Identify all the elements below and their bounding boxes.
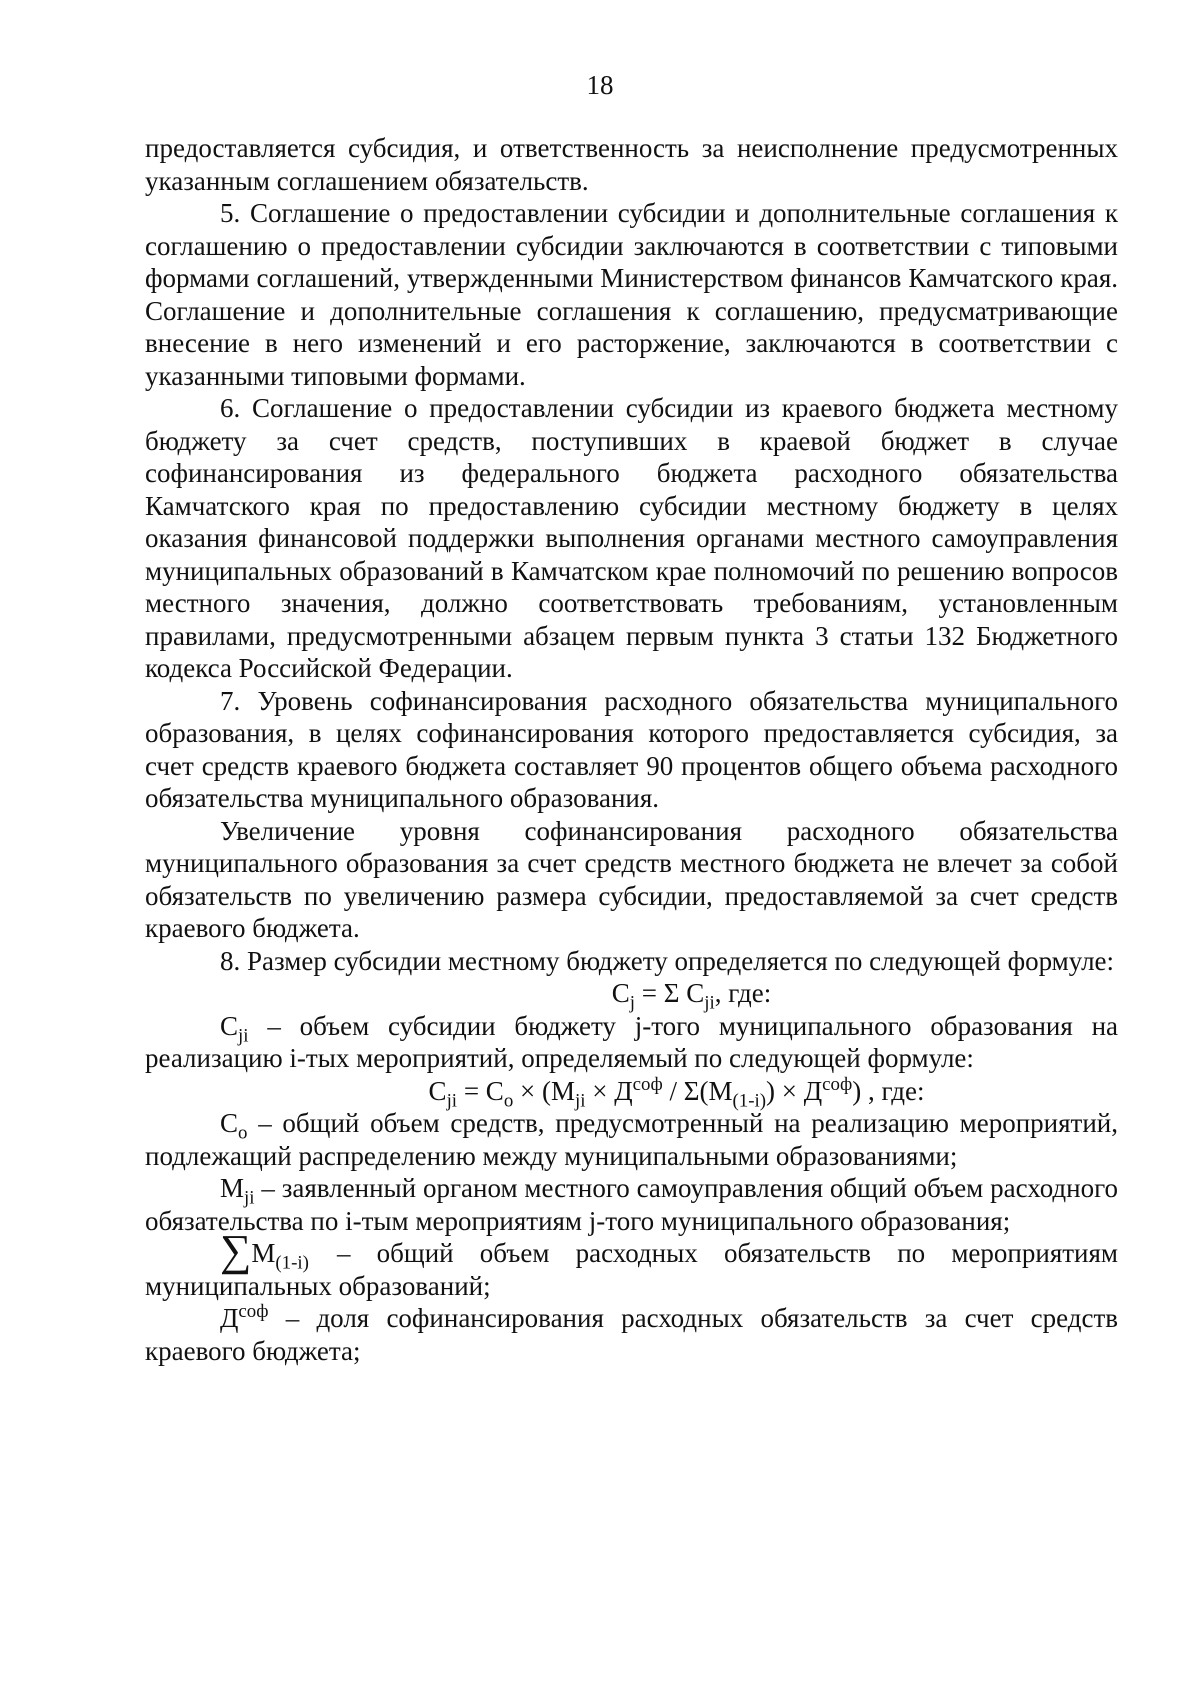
document-body xyxy=(145,132,1118,1367)
definition-sum-m: $\sum M_{(1-i)}$ – общий объем расходных обязательств по мероприятиям муниципальных образований; xyxy=(145,1226,1118,1301)
sum-sign: ∑ xyxy=(220,1226,252,1275)
definition-co: $C_o$ – общий объем средств, предусмотренный на реализацию мероприятий, подлежащий распределению между муниципальными образованиями; xyxy=(145,1108,1118,1171)
paragraph-7-increase: Увеличение уровня софинансирования расходного обязательства муниципального образования за счет средств местного бюджета не влечет за собой обязательств по увеличению размера субсидии, предоставляемой за счет средств краевого бюджета. xyxy=(145,815,1118,943)
definition-cji: $C_{ji}$ – объем субсидии бюджету j-того муниципального образования на реализацию i-тых мероприятий, определяемый по следующей формуле: xyxy=(145,1010,1118,1073)
definition-mji: $M_{ji}$ – заявленный органом местного самоуправления общий объем расходного обязательства по i-тым мероприятиям j-того муниципального образования; xyxy=(145,1173,1118,1236)
formula-cj: $C_j = \Sigma$ $C_{ji}$, где: xyxy=(611,978,772,1014)
formula-cji: $C_{ji} = C_o \times (M_{ji} \times Д^{соф} / \Sigma(M_{(1-i)}) \times Д^{соф})$ , где: xyxy=(428,1073,925,1111)
paragraph-7: 7. Уровень софинансирования расходного обязательства муниципального образования, в целях софинансирования которого предоставляется субсидия, за счет средств краевого бюджета составляет 90 процентов общего объема расходного обязательства муниципального образования. xyxy=(145,685,1118,813)
page-number: 18 xyxy=(586,70,614,100)
paragraph-continuation: предоставляется субсидия, и ответственность за неисполнение предусмотренных указанным соглашением обязательств. xyxy=(145,133,1118,196)
paragraph-8: 8. Размер субсидии местному бюджету определяется по следующей формуле: xyxy=(220,945,1115,976)
definition-dsof: $Д^{соф}$ – доля софинансирования расходных обязательств за счет средств краевого бюджета; xyxy=(145,1301,1118,1366)
paragraph-5: 5. Соглашение о предоставлении субсидии и дополнительные соглашения к соглашению о предоставлении субсидии заключаются в соответствии с типовыми формами соглашений, утвержденными Министерством финансов Камчатского края. Соглашение и дополнительные соглашения к соглашению, предусматривающие внесение в него изменений и его расторжение, заключаются в соответствии с указанными типовыми формами. xyxy=(145,198,1118,391)
paragraph-6: 6. Соглашение о предоставлении субсидии из краевого бюджета местному бюджету за счет средств, поступивших в краевой бюджет в случае софинансирования из федерального бюджета расходного обязательства Камчатского края по предоставлению субсидии местному бюджету в целях оказания финансовой поддержки выполнения органами местного самоуправления муниципальных образований в Камчатском крае полномочий по решению вопросов местного значения, должно соответствовать требованиям, установленным правилами, предусмотренными абзацем первым пункта 3 статьи 132 Бюджетного кодекса Российской Федерации. xyxy=(145,393,1118,683)
